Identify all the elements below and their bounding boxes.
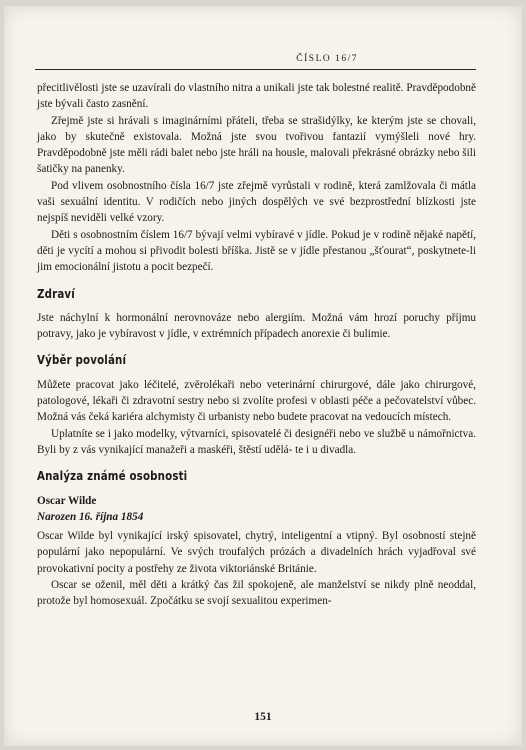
page-body (37, 80, 476, 610)
person-name: Oscar Wilde (37, 494, 97, 507)
intro-paragraph: Pod vlivem osobnostního čísla 16/7 jste zřejmě vyrůstali v rodině, která zamlžovala či mátla vaši sexuální identitu. V rodičích nebo jiných dospělých ve své bezprostřední blízkosti jste nejspíš neviděli velké vzory. (37, 179, 476, 225)
health-paragraph: Jste náchylní k hormonální nerovnováze nebo alergiím. Možná vám hrozí poruchy příjmu potravy, jako je vybíravost v jídle, v extrémních případech anorexie či bulimie. (37, 311, 476, 341)
career-paragraph: Můžete pracovat jako léčitelé, zvěrolékaři nebo veterinární chirurgové, dále jako chirurgové, patologové, lékaři či zdravotní sestry nebo si zvolíte profesi v oblasti péče a pečovatelství vůbec. Možná vás čeká kariéra alchymisty či urbanisty nebo budete pracovat na vedoucích místech. (37, 378, 476, 424)
intro-paragraph: Děti s osobnostním číslem 16/7 bývají velmi vybíravé v jídle. Pokud je v rodině nějaké napětí, děti je vycítí a mohou si přivodit bolesti bříška. Jistě se v jídle přestanou „šťourat“, poskytnete-li jim emocionální jistotu a pocit bezpečí. (37, 228, 476, 274)
page-number: 151 (254, 711, 272, 723)
running-head (35, 50, 476, 70)
analysis-paragraph: Oscar Wilde byl vynikající irský spisovatel, chytrý, inteligentní a vtipný. Byl osobností stejně populární jako nepopulární. Ve svých troufalých prózách a divadelních hrách vyjadřoval své provokativní pocity a postřehy ze života viktoriánské Británie. (37, 530, 476, 575)
intro-paragraph: Zřejmě jste si hrávali s imaginárními přáteli, třeba se strašidýlky, ke kterým jste se chovali, jako by skutečně existovala. Možná jste svou tvořivou fantazií vymýšleli nové hry. Pravděpodobně jste měli rádi balet nebo jste hráli na housle, malovali překrásné obrázky nebo šili šatičky na panenky. (37, 114, 476, 176)
chapter-number: ČÍSLO 16/7 (296, 54, 358, 64)
career-paragraph: Uplatníte se i jako modelky, výtvarníci, spisovatelé či designéři nebo ve službě u námořnictva. Byli by z vás vynikající manažeři a maskéři, štěstí udělá- te i u divadla. (37, 427, 476, 456)
section-heading-analysis: Analýza známé osobnosti (37, 468, 188, 484)
analysis-paragraph: Oscar se oženil, měl děti a krátký čas žil spokojeně, ale manželství se nikdy plně neoddal, protože byl homosexuál. Zpočátku se svojí sexualitou experimen- (37, 579, 476, 608)
intro-paragraph: přecitlivělosti jste se uzavírali do vlastního nitra a unikali jste tak bolestné realitě. Pravděpodobně jste bývali často zasnění. (37, 82, 476, 111)
section-heading-health: Zdraví (37, 285, 75, 301)
section-heading-career: Výběr povolání (37, 352, 127, 368)
birth-date: Narozen 16. října 1854 (37, 510, 144, 523)
book-page (4, 6, 522, 746)
